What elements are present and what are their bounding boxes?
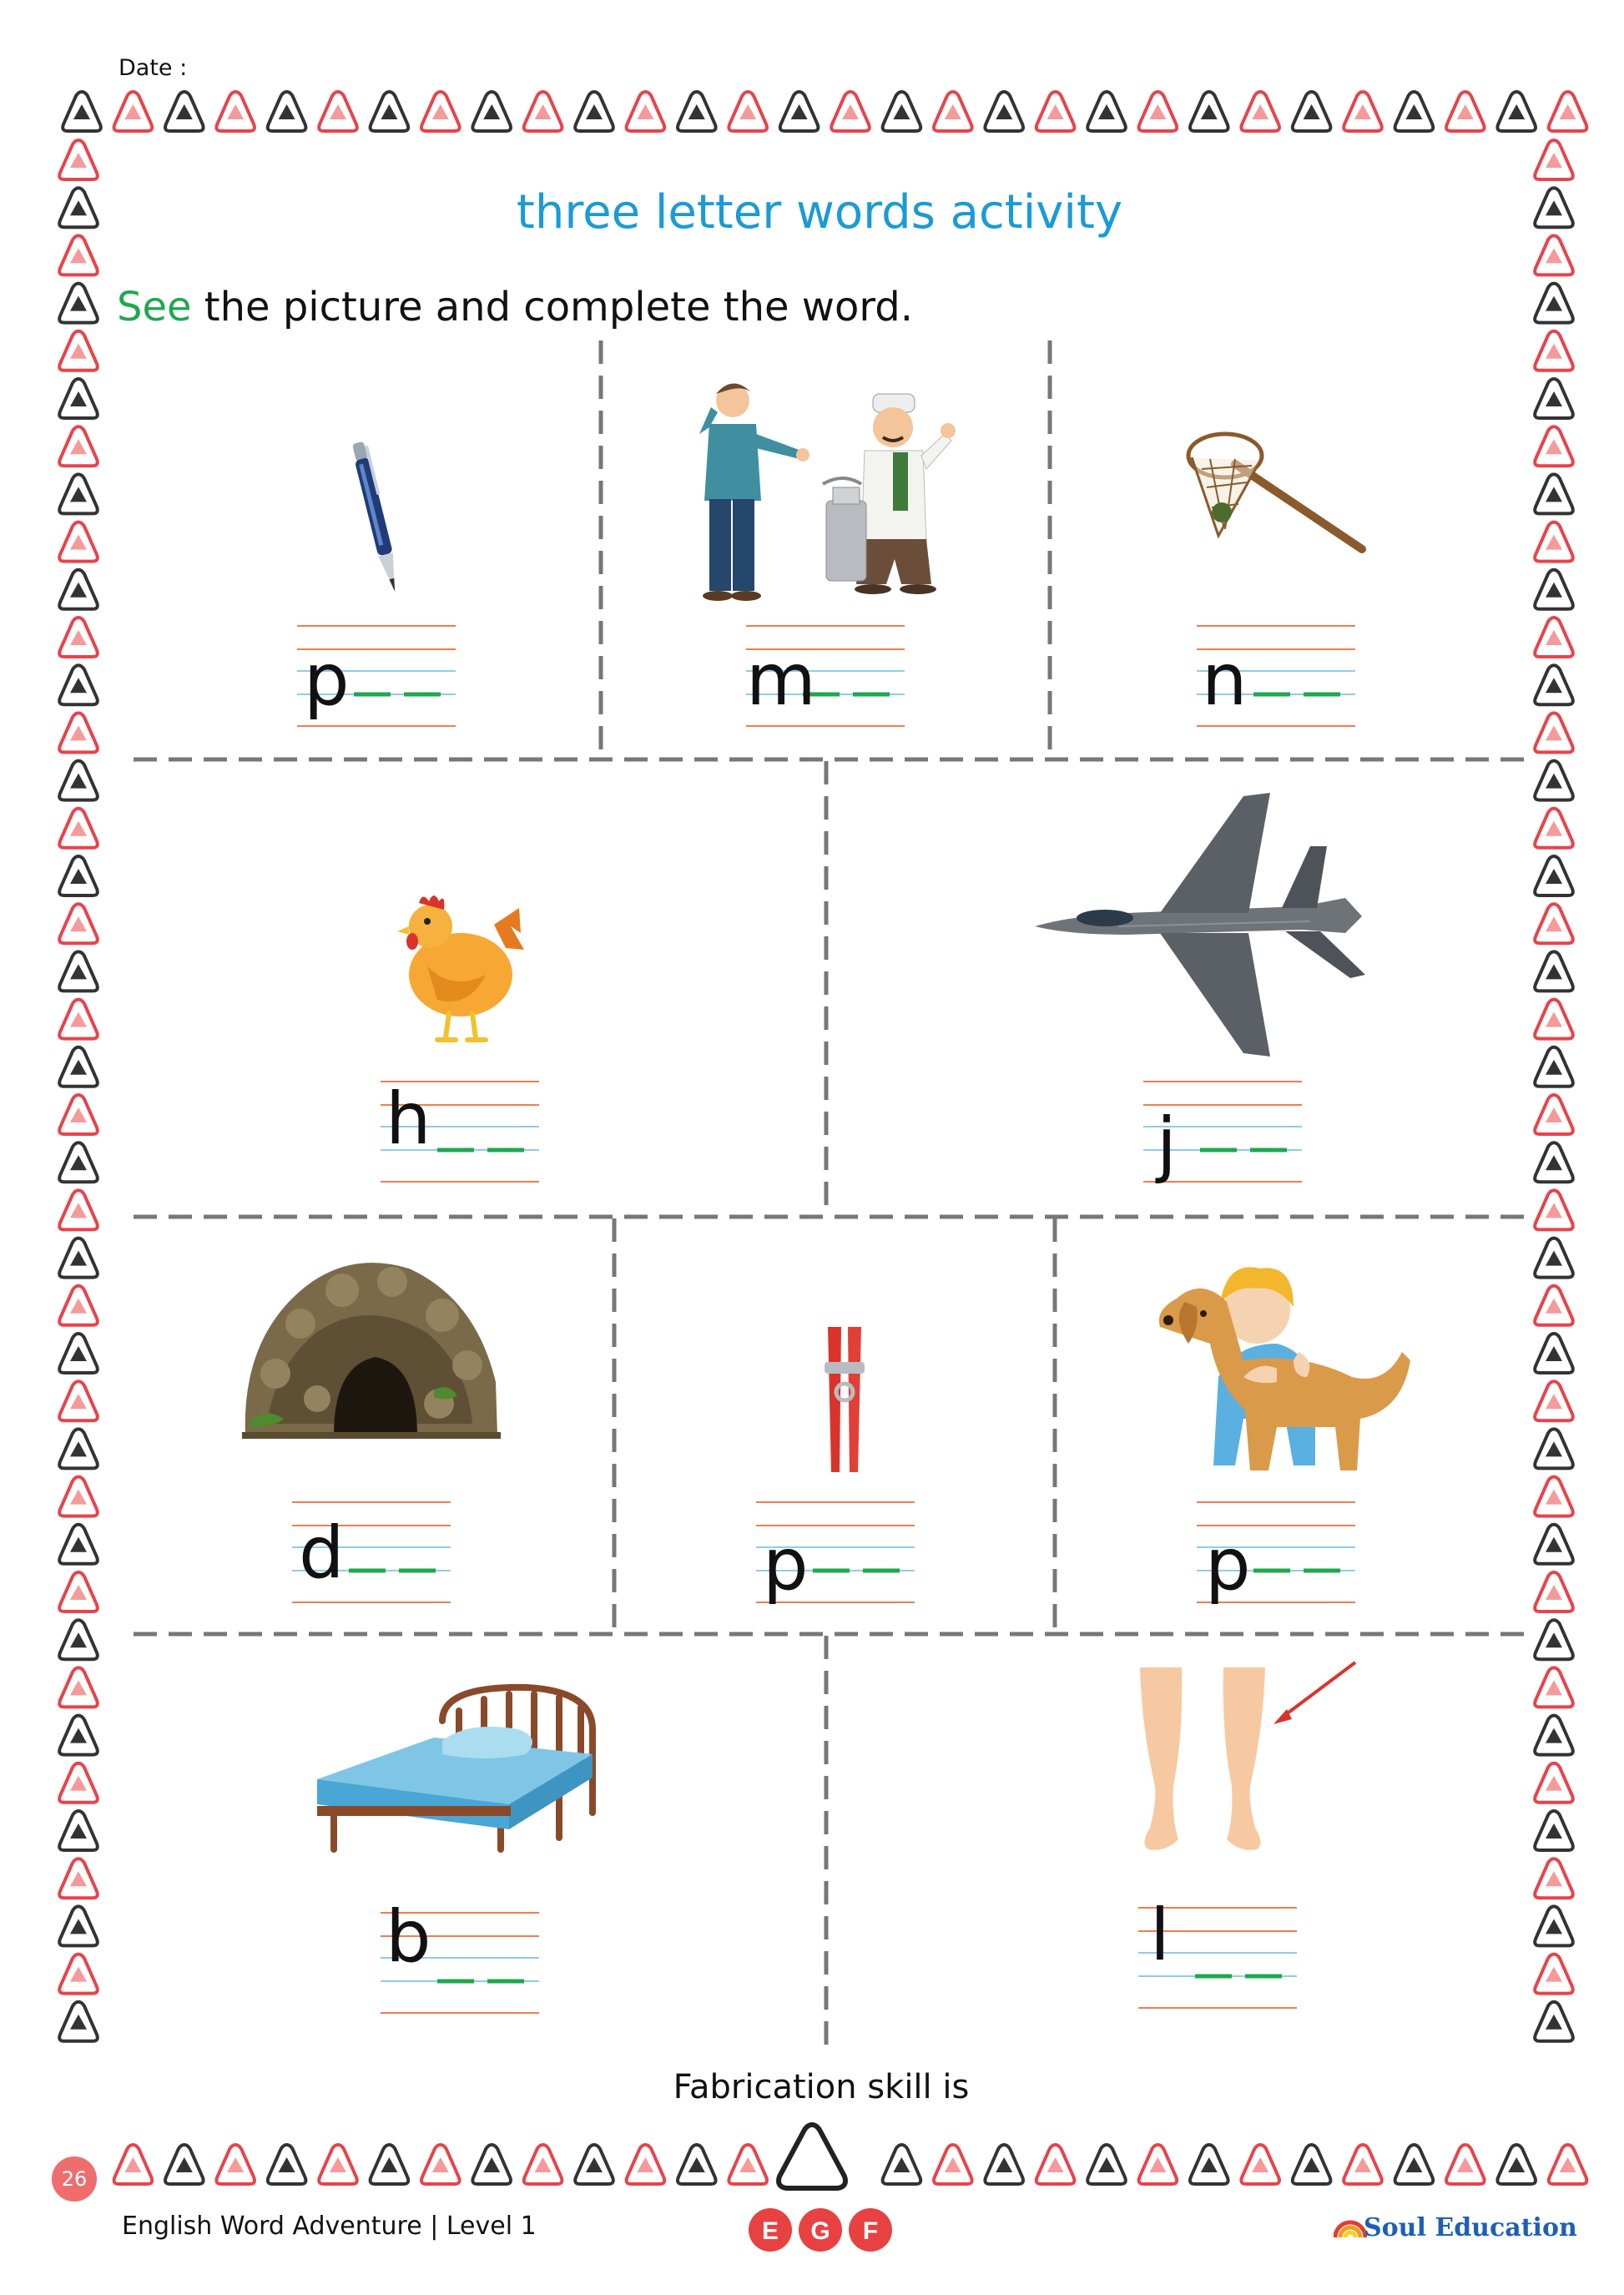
blank-triangle-icon	[774, 2120, 850, 2193]
badge-letter: F	[862, 2217, 879, 2245]
letter-peg: p	[763, 1523, 809, 1606]
book-title: English Word Adventure | Level 1	[122, 2212, 537, 2241]
letter-pet: p	[1205, 1523, 1251, 1606]
badge-letter: G	[810, 2217, 830, 2245]
letter-net: n	[1202, 638, 1248, 722]
date-label: Date :	[119, 55, 188, 81]
badge-letter: E	[761, 2217, 779, 2245]
page-title: three letter words activity	[516, 185, 1123, 240]
fabrication-label: Fabrication skill is	[673, 2068, 970, 2106]
brand-name: Soul Education	[1364, 2213, 1577, 2242]
instruction-text: the picture and complete the word.	[204, 284, 914, 330]
letter-hen: h	[386, 1077, 431, 1161]
letter-den: d	[299, 1511, 345, 1595]
letter-bed: b	[386, 1895, 431, 1979]
egf-badges	[745, 2203, 895, 2257]
letter-jet: j	[1157, 1102, 1177, 1186]
page-number: 26	[52, 2156, 97, 2202]
letter-leg: l	[1150, 1894, 1170, 1977]
instruction-highlight: See	[117, 284, 192, 330]
letter-pen: p	[304, 638, 350, 722]
letter-men: m	[746, 638, 816, 722]
rainbow-logo-icon	[1334, 2206, 1367, 2239]
